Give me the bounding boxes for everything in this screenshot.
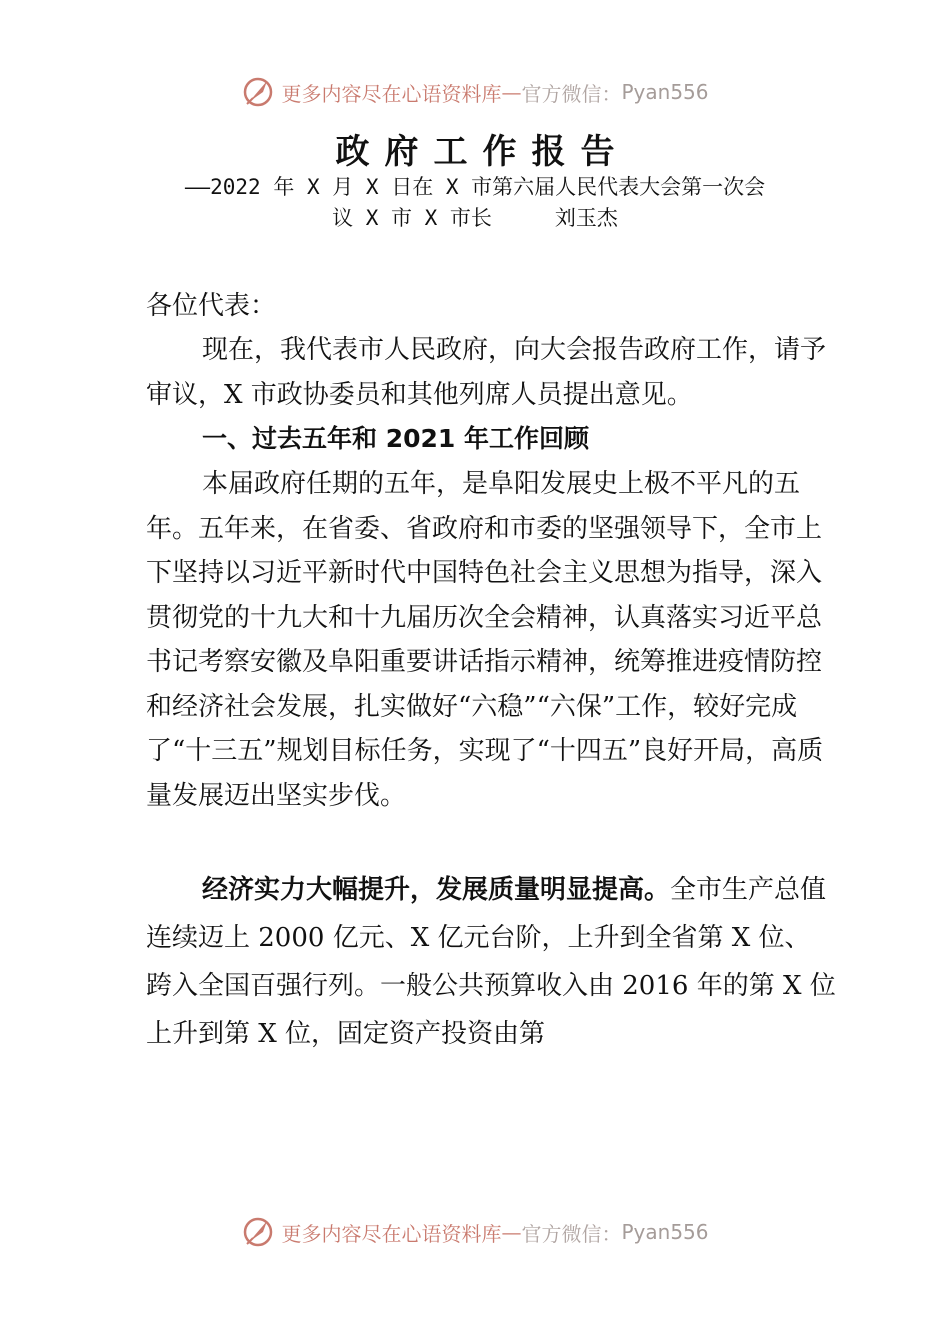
document-title: 政府工作报告 (335, 132, 630, 172)
paragraph-review: 本届政府任期的五年，是阜阳发展史上极不平凡的五年。五年来，在省委、省政府和市委的坚强领导下，全市上下坚持以习近平新时代中国特色社会主义思想为指导，深入贯彻党的十九大和十九届历次全会精神，认真落实习近平总书记考察安徽及阜阳重要讲话指示精神，统筹推进疫情防控和经济社会发展，扎实做好“六稳”“六保”工作，较好完成了“十三五”规划目标任务，实现了“十四五”良好开局，高质量发展迈出坚实步伐。 (146, 469, 824, 811)
watermark-text: 更多内容尽在心语资料库 (281, 1221, 502, 1246)
watermark-text: 更多内容尽在心语资料库 (281, 81, 502, 106)
section-heading: 一、过去五年和 2021 年工作回顾 (202, 424, 589, 453)
quill-logo-icon (241, 75, 275, 109)
watermark-footer (0, 1212, 950, 1252)
paragraph-economy-body: 全市生产总值连续迈上 2000 亿元、X 亿元台阶，上升到全省第 X 位、跨入全国百强行列。一般公共预算收入由 2016 年的第 X 位上升到第 X 位，固定资产投资由第 (146, 875, 836, 1049)
paragraph-economy-lead: 经济实力大幅提升，发展质量明显提高。 (202, 875, 671, 905)
quill-logo-icon (241, 1215, 275, 1249)
document-subtitle-line1: ——2022 年 X 月 X 日在 X 市第六届人民代表大会第一次会 (184, 175, 766, 199)
watermark-wechat-id: Pyan556 (621, 1220, 709, 1244)
watermark-separator: — (501, 80, 522, 104)
watermark-wechat-id: Pyan556 (621, 80, 709, 104)
watermark-wechat-label: 官方微信： (521, 1221, 622, 1246)
watermark-header (0, 72, 950, 112)
document-subtitle-line2: 议 X 市 X 市长 刘玉杰 (332, 206, 618, 230)
salutation: 各位代表： (146, 291, 277, 321)
watermark-separator: — (501, 1220, 522, 1244)
paragraph-intro: 现在，我代表市人民政府，向大会报告政府工作，请予审议，X 市政协委员和其他列席人员提出意见。 (146, 335, 827, 410)
paragraph-economy (146, 866, 836, 1058)
watermark-wechat-label: 官方微信： (521, 81, 622, 106)
